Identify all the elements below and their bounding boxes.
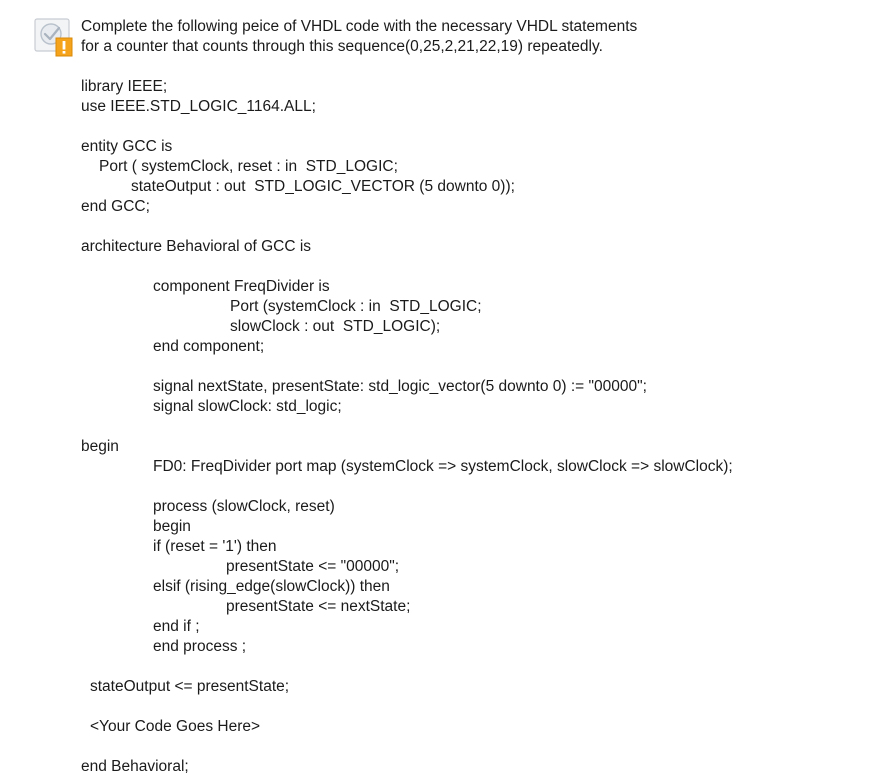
code-line: end if ; (153, 618, 200, 635)
code-line: end GCC; (81, 198, 150, 215)
code-line: entity GCC is (81, 138, 173, 155)
code-line: end component; (153, 338, 265, 355)
code-line: stateOutput : out STD_LOGIC_VECTOR (5 downto 0)); (131, 178, 515, 195)
question-prompt-line-1: Complete the following peice of VHDL code with the necessary VHDL statements (81, 18, 638, 35)
code-placeholder: <Your Code Goes Here> (90, 718, 261, 735)
question-prompt-line-2: for a counter that counts through this sequence(0,25,2,21,22,19) repeatedly. (81, 38, 603, 55)
code-line: process (slowClock, reset) (153, 498, 335, 515)
code-line: Port ( systemClock, reset : in STD_LOGIC; (99, 158, 398, 175)
code-line: begin (81, 438, 119, 455)
code-line: end Behavioral; (81, 758, 189, 775)
code-line: library IEEE; (81, 78, 168, 95)
code-line: architecture Behavioral of GCC is (81, 238, 312, 255)
code-line: signal nextState, presentState: std_logic_vector(5 downto 0) := "00000"; (153, 378, 647, 395)
code-line: FD0: FreqDivider port map (systemClock => systemClock, slowClock => slowClock); (153, 458, 733, 475)
question-status-icon (34, 18, 76, 58)
code-line: presentState <= nextState; (226, 598, 411, 615)
code-line: begin (153, 518, 191, 535)
code-line: if (reset = '1') then (153, 538, 277, 555)
code-line: component FreqDivider is (153, 278, 330, 295)
code-line: signal slowClock: std_logic; (153, 398, 342, 415)
code-line: use IEEE.STD_LOGIC_1164.ALL; (81, 98, 316, 115)
code-line: presentState <= "00000"; (226, 558, 400, 575)
code-line: end process ; (153, 638, 247, 655)
code-line: elsif (rising_edge(slowClock)) then (153, 578, 390, 595)
code-line: slowClock : out STD_LOGIC); (230, 318, 441, 335)
code-line: stateOutput <= presentState; (90, 678, 290, 695)
code-line: Port (systemClock : in STD_LOGIC; (230, 298, 482, 315)
